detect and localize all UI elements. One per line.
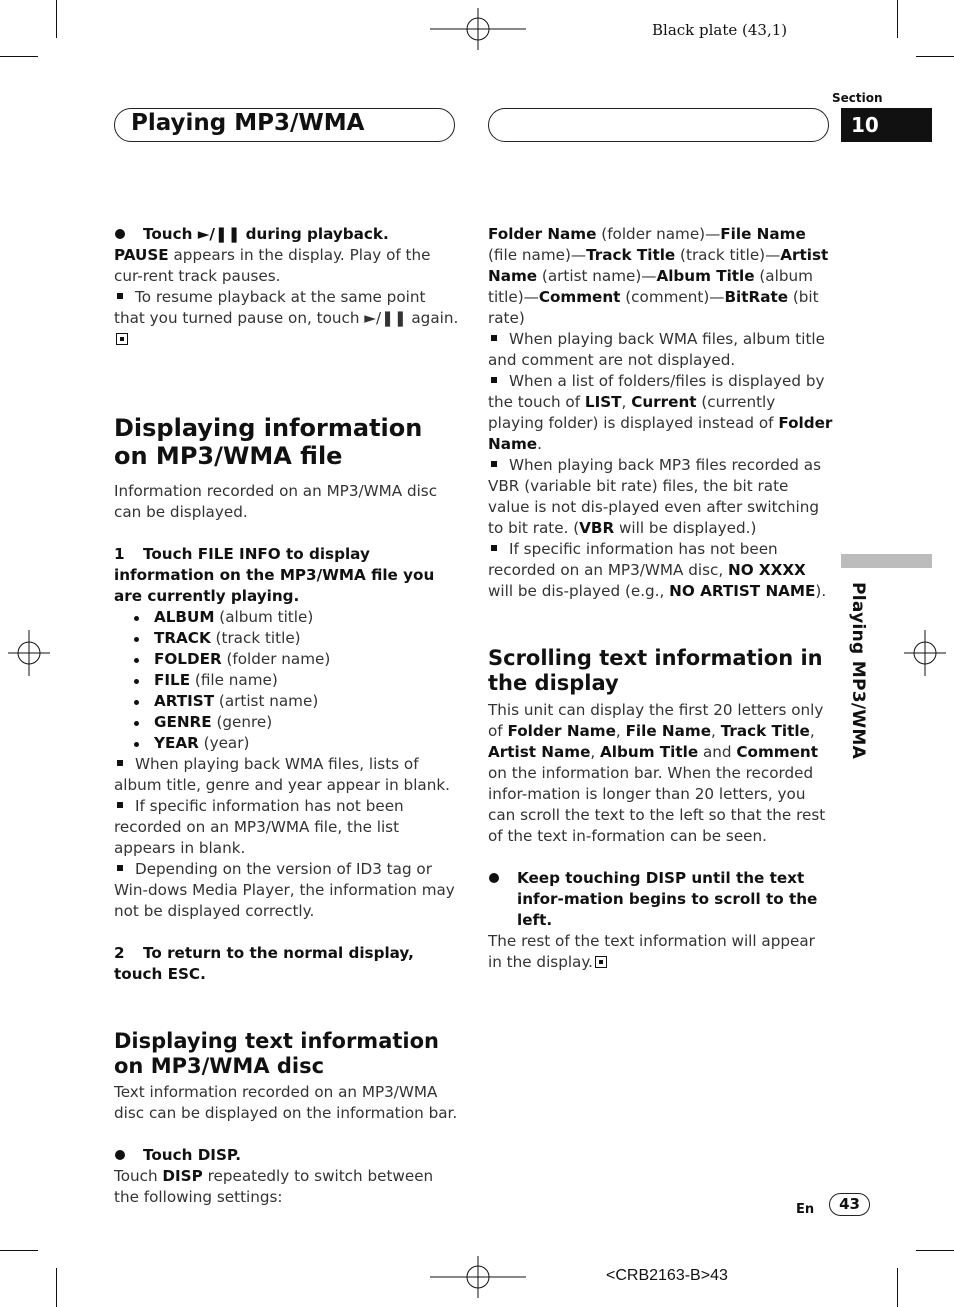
crop-mark (0, 1250, 38, 1251)
page-number: 43 (829, 1193, 870, 1216)
bullet-icon (115, 229, 125, 239)
list-item: GENRE (genre) (132, 712, 459, 733)
note-square-icon (491, 377, 497, 383)
bullet-icon (115, 1150, 125, 1160)
display-sequence: Folder Name (folder name)—File Name (file name)—Track Title (track title)—Artist Name (artist name)—Album Title (album title)—Comment (comment)—BitRate (bit rate) (488, 225, 829, 327)
note: When playing back WMA files, album title and comment are not displayed. (488, 330, 825, 369)
list-item: FOLDER (folder name) (132, 649, 459, 670)
pause-instruction: Touch ►/❚❚ during playback. (114, 224, 459, 245)
bullet-icon (489, 873, 499, 883)
list-item: FILE (file name) (132, 670, 459, 691)
section-label: Section (832, 91, 883, 105)
section-intro: Information recorded on an MP3/WMA disc can be displayed. (114, 482, 438, 521)
registration-mark-top (430, 8, 526, 50)
subsection-intro: Text information recorded on an MP3/WMA disc can be displayed on the information bar. (114, 1083, 458, 1122)
page-title: Playing MP3/WMA (131, 110, 365, 136)
note-square-icon (117, 760, 123, 766)
list-item: ALBUM (album title) (132, 607, 459, 628)
subsection-heading: Displaying text information on MP3/WMA disc (114, 1029, 439, 1078)
crop-mark (0, 56, 38, 57)
subsection-heading: Scrolling text information in the display (488, 646, 823, 695)
end-mark-icon (595, 956, 607, 968)
language-label: En (796, 1202, 815, 1217)
side-tab-bar (841, 554, 932, 568)
crop-mark (56, 1268, 57, 1307)
document-code: <CRB2163-B>43 (606, 1267, 728, 1284)
header-title-pill (114, 108, 455, 142)
note-square-icon (491, 545, 497, 551)
keep-touching-instruction: Keep touching DISP until the text infor-mation begins to scroll to the left. (488, 868, 833, 931)
pause-description: PAUSE appears in the display. Play of the cur-rent track pauses. (114, 246, 431, 285)
note-square-icon (491, 461, 497, 467)
note: When playing back WMA files, lists of album title, genre and year appear in blank. (114, 755, 450, 794)
scroll-description: This unit can display the first 20 letters only of Folder Name, File Name, Track Title, Artist Name, Album Title and Comment on the information bar. When the recorded infor-mation is longer than 20 letters, you can scroll the text to the left so that the rest of the text in-formation can be seen. (488, 701, 826, 845)
registration-mark-bottom (430, 1256, 526, 1298)
list-item: ARTIST (artist name) (132, 691, 459, 712)
note-square-icon (117, 802, 123, 808)
side-tab-label: Playing MP3/WMA (848, 582, 868, 760)
crop-mark (897, 0, 898, 38)
disp-description: Touch DISP repeatedly to switch between the following settings: (114, 1167, 434, 1206)
note-square-icon (491, 335, 497, 341)
crop-mark (916, 56, 954, 57)
list-item: TRACK (track title) (132, 628, 459, 649)
note: To resume playback at the same point that you turned pause on, touch ►/❚❚ again. (114, 287, 459, 350)
section-number: 10 (841, 108, 932, 142)
note-square-icon (117, 865, 123, 871)
keep-touching-description: The rest of the text information will appear in the display. (488, 932, 815, 971)
right-column (488, 224, 833, 973)
left-column (114, 224, 459, 1208)
disp-instruction: Touch DISP. (114, 1145, 459, 1166)
registration-mark-left (8, 630, 50, 676)
info-item-list (114, 607, 459, 754)
crop-mark (916, 1250, 954, 1251)
note: When a list of folders/files is displayed by the touch of LIST, Current (currently playing folder) is displayed instead of Folder Name. (488, 372, 833, 453)
step-1: 1 Touch FILE INFO to display information on the MP3/WMA file you are currently playing. (114, 545, 435, 605)
note-square-icon (117, 293, 123, 299)
end-mark-icon (116, 333, 128, 345)
crop-mark (56, 0, 57, 38)
registration-mark-right (904, 630, 946, 676)
plate-label: Black plate (43,1) (652, 21, 788, 39)
note: Depending on the version of ID3 tag or Win-dows Media Player, the information may not be displayed correctly. (114, 860, 455, 920)
note: If specific information has not been recorded on an MP3/WMA file, the list appears in blank. (114, 797, 404, 857)
header-blank-pill (488, 108, 829, 142)
section-heading: Displaying information on MP3/WMA file (114, 414, 423, 470)
note: If specific information has not been recorded on an MP3/WMA disc, NO XXXX will be dis-played (e.g., NO ARTIST NAME). (488, 540, 827, 600)
step-2: 2 To return to the normal display, touch ESC. (114, 944, 414, 983)
crop-mark (897, 1268, 898, 1307)
note: When playing back MP3 files recorded as VBR (variable bit rate) files, the bit rate value is not dis-played even after switching to bit rate. (VBR will be displayed.) (488, 456, 821, 537)
list-item: YEAR (year) (132, 733, 459, 754)
